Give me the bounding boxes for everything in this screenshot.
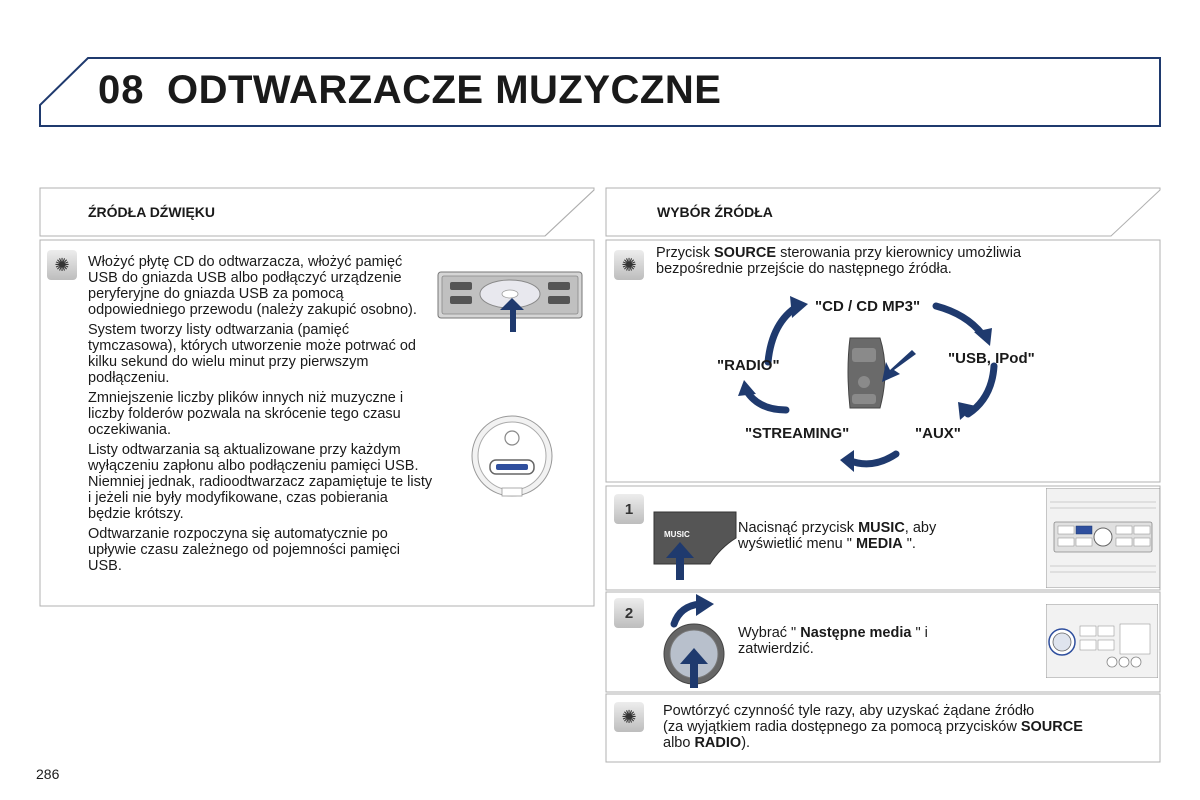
step-number-badge: 2	[614, 598, 644, 628]
source-radio: "RADIO"	[717, 357, 780, 374]
paragraph: System tworzy listy odtwarzania (pamięć tymczasowa), których utworzenie może potrwać od kilku sekund do wielu minut przy pierwszym podłączeniu.	[88, 322, 416, 386]
music-button-label: MUSIC	[664, 530, 690, 539]
paragraph: Odtwarzanie rozpoczyna się automatycznie po upływie czasu zależnego od pojemności pamięci USB.	[88, 526, 400, 574]
step1-text: Nacisnąć przycisk MUSIC, aby wyświetlić menu " MEDIA ".	[738, 520, 937, 552]
rotary-knob-illustration	[656, 594, 736, 688]
source-button-name: SOURCE	[714, 245, 777, 261]
final-note-text: Powtórzyć czynność tyle razy, aby uzyskać żądane źródło (za wyjątkiem radia dostępnego za pomocą przycisków SOURCE albo RADIO).	[663, 703, 1083, 751]
paragraph: Zmniejszenie liczby plików innych niż muzyczne i liczby folderów pozwala na skrócenie tego czasu oczekiwania.	[88, 390, 404, 438]
radio-panel-knob-illustration	[1046, 604, 1158, 678]
chapter-title: ODTWARZACZE MUZYCZNE	[167, 68, 722, 112]
paragraph: Włożyć płytę CD do odtwarzacza, włożyć pamięć USB do gniazda USB albo podłączyć urządzenie peryferyjne do gniazda USB za pomocą odpowiedniego przewodu (należy zakupić osobno).	[88, 254, 417, 318]
step-number-badge: 1	[614, 494, 644, 524]
page-number: 286	[36, 766, 60, 782]
chapter-number: 08	[98, 68, 145, 112]
right-section-title: WYBÓR ŹRÓDŁA	[657, 204, 773, 220]
settings-sun-icon: ✺	[614, 250, 644, 280]
step2-text: Wybrać " Następne media " i zatwierdzić.	[738, 625, 928, 657]
source-aux: "AUX"	[915, 425, 961, 442]
music-button-illustration	[650, 508, 740, 580]
left-section-title: ŹRÓDŁA DŹWIĘKU	[88, 204, 216, 220]
source-streaming: "STREAMING"	[745, 425, 850, 442]
source-intro-text: Przycisk SOURCE sterowania przy kierownicy umożliwia bezpośrednie przejście do następnego źródła.	[656, 245, 1022, 277]
source-cd: "CD / CD MP3"	[815, 298, 921, 315]
paragraph: Listy odtwarzania są aktualizowane przy każdym wyłączeniu zapłonu albo podłączeniu pamięci USB. Niemniej jednak, radioodtwarzacz zapamiętuje te listy i jeżeli nie były modyfikowane, czas pobierania będzie krótszy.	[88, 442, 433, 522]
settings-sun-icon: ✺	[614, 702, 644, 732]
source-usb: "USB, IPod"	[948, 350, 1035, 367]
settings-sun-icon: ✺	[47, 250, 77, 280]
radio-panel-illustration	[1046, 488, 1160, 588]
source-cycle-diagram	[700, 290, 1080, 490]
